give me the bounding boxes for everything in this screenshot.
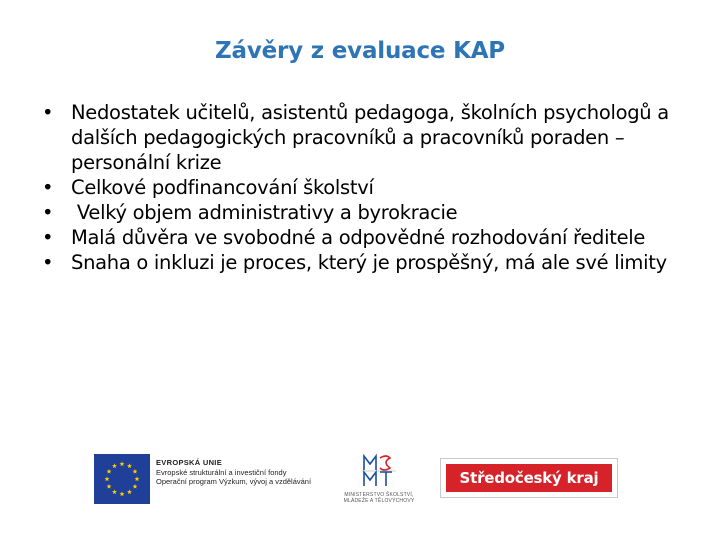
bullet-dot: • bbox=[42, 251, 54, 274]
eu-flag-icon bbox=[94, 454, 150, 504]
bullet-text: Velký objem administrativy a byrokracie bbox=[71, 201, 458, 224]
bullet-dot: • bbox=[42, 101, 54, 124]
kraj-label: Středočeský kraj bbox=[459, 469, 599, 487]
eu-heading: EVROPSKÁ UNIE bbox=[156, 458, 222, 467]
bullet-item bbox=[42, 225, 682, 250]
eu-text bbox=[156, 458, 336, 487]
bullet-text: Malá důvěra ve svobodné a odpovědné rozhodování ředitele bbox=[71, 226, 646, 249]
bullet-item bbox=[42, 200, 682, 225]
bullet-dot: • bbox=[42, 201, 54, 224]
slide-title: Závěry z evaluace KAP bbox=[215, 38, 505, 64]
bullet-text: Nedostatek učitelů, asistentů pedagoga, školních psychologů a dalších pedagogických pracovníků a pracovníků poraden – personální krize bbox=[71, 101, 669, 174]
msmt-caption bbox=[334, 492, 424, 504]
eu-line: Operační program Výzkum, vývoj a vzdělávání bbox=[156, 477, 312, 486]
bullet-list bbox=[42, 100, 682, 275]
msmt-caption-line: MINISTERSTVO ŠKOLSTVÍ, bbox=[344, 492, 414, 498]
kraj-bar bbox=[446, 464, 612, 492]
footer-logos bbox=[0, 448, 720, 510]
bullet-dot: • bbox=[42, 226, 54, 249]
bullet-item bbox=[42, 175, 682, 200]
bullet-text: Celkové podfinancování školství bbox=[71, 176, 374, 199]
eu-logo bbox=[94, 454, 334, 504]
stredocesky-kraj-logo bbox=[440, 458, 618, 498]
eu-line: Evropské strukturální a investiční fondy bbox=[156, 467, 287, 477]
msmt-caption-line: MLÁDEŽE A TĚLOVÝCHOVY bbox=[343, 498, 415, 504]
bullet-item bbox=[42, 250, 682, 275]
bullet-item bbox=[42, 100, 682, 175]
msmt-logo bbox=[334, 452, 424, 510]
msmt-emblem-icon bbox=[360, 452, 398, 490]
bullet-dot: • bbox=[42, 176, 54, 199]
bullet-text: Snaha o inkluzi je proces, který je prospěšný, má ale své limity bbox=[71, 251, 667, 274]
